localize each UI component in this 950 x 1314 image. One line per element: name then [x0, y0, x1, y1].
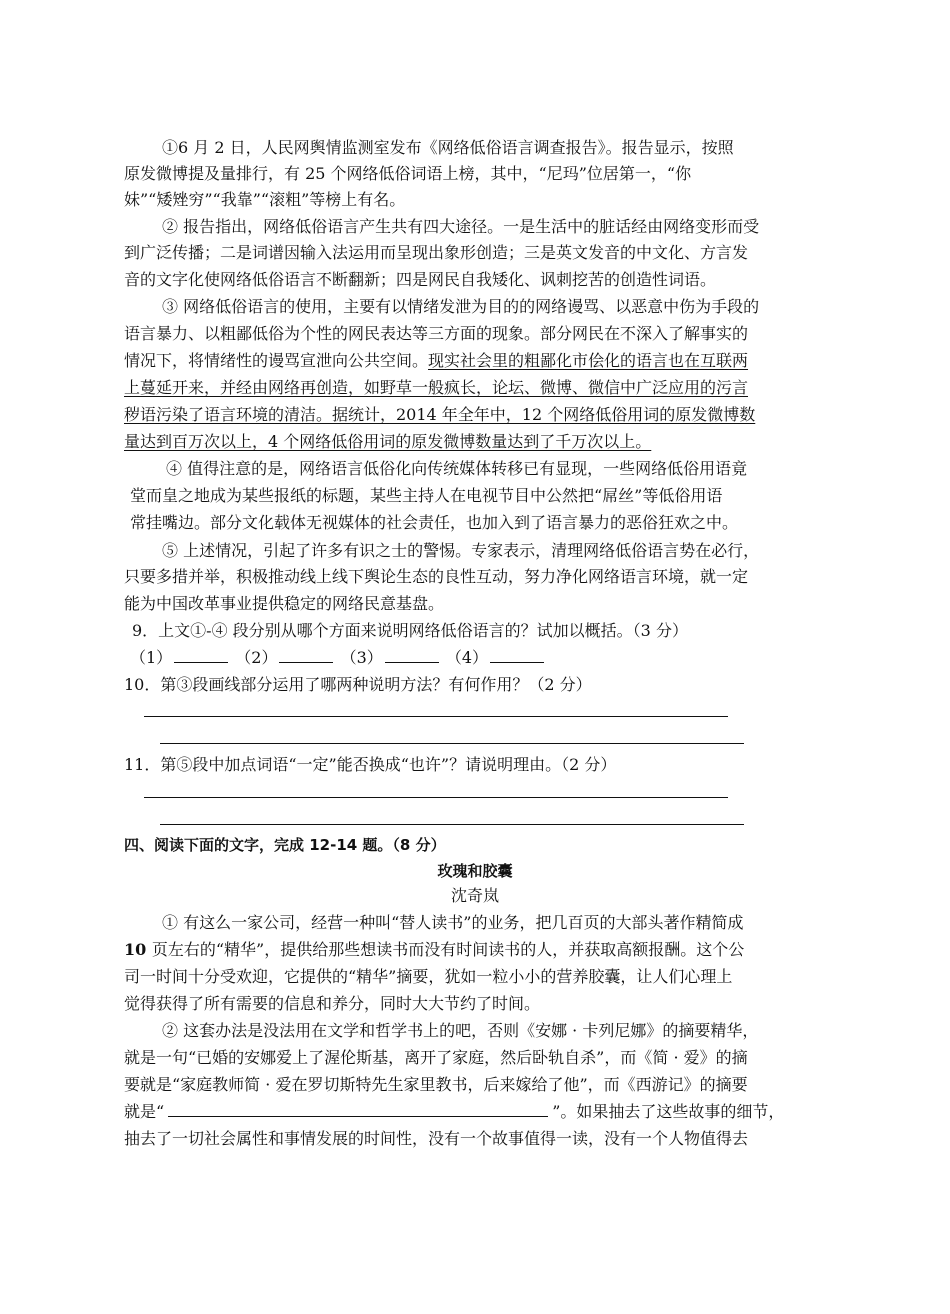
p4-line2: 堂而皇之地成为某些报纸的标题，某些主持人在电视节目中公然把“屌丝”等低俗用语	[130, 486, 723, 505]
s4-p1-line2-text: 页左右的“精华”，提供给那些想读书而没有时间读书的人，并获取高额报酬。这个公	[151, 940, 745, 959]
p2-line2: 到广泛传播；二是词谱因输入法运用而呈现出象形创造；三是英文发音的中文化、方言发	[124, 243, 749, 262]
q9-answer-blank-1[interactable]	[174, 648, 228, 663]
q11-answer-line-1[interactable]	[144, 797, 728, 798]
xiyouji-summary-blank[interactable]	[168, 1102, 548, 1117]
q9-answer-blank-4[interactable]	[490, 648, 544, 663]
p5-line1: ⑤ 上述情况，引起了许多有识之士的警惕。专家表示，清理网络低俗语言势在必行，	[162, 541, 760, 560]
article-title: 玫瑰和胶囊	[437, 862, 513, 880]
q11-answer-line-2[interactable]	[160, 824, 744, 825]
q9-blank-label-3: （3）	[340, 648, 383, 667]
s4-p2-line4-end: ”。如果抽去了这些故事的细节，	[552, 1102, 785, 1121]
p2-line1: ② 报告指出，网络低俗语言产生共有四大途径。一是生活中的脏话经由网络变形而受	[162, 217, 760, 236]
q9-blank-label-1: （1）	[130, 648, 173, 667]
article-author: 沈奇岚	[450, 886, 499, 905]
s4-p2-line5: 抽去了一切社会属性和事情发展的时间性，没有一个故事值得一读，没有一个人物值得去	[124, 1129, 749, 1148]
question-11: 11．第⑤段中加点词语“一定”能否换成“也许”？请说明理由。（2 分）	[124, 755, 617, 774]
q9-blank-label-2: （2）	[235, 648, 278, 667]
p4-line1: ④ 值得注意的是，网络语言低俗化向传统媒体转移已有显现，一些网络低俗用语竟	[166, 459, 748, 478]
s4-p2-line4-start: 就是“	[124, 1102, 165, 1121]
section-4-heading: 四、阅读下面的文字，完成 12-14 题。（8 分）	[124, 836, 446, 854]
s4-p2-line3: 要就是“家庭教师简 · 爱在罗切斯特先生家里教书，后来嫁给了他”，而《西游记》的摘要	[124, 1075, 748, 1094]
p3-line1: ③ 网络低俗语言的使用，主要有以情绪发泄为目的的网络谩骂、以恶意中伤为手段的	[162, 297, 760, 316]
s4-p2-line1: ② 这套办法是没法用在文学和哲学书上的吧，否则《安娜 · 卡列尼娜》的摘要精华，	[162, 1021, 759, 1040]
question-9: 9．上文①-④ 段分别从哪个方面来说明网络低俗语言的？试加以概括。（3 分）	[132, 621, 688, 640]
p4-line3: 常挂嘴边。部分文化载体无视媒体的社会责任，也加入到了语言暴力的恶俗狂欢之中。	[130, 513, 739, 532]
p5-line3: 能为中国改革事业提供稳定的网络民意基盘。	[124, 594, 445, 613]
p3-line3-plain: 情况下，将情绪性的谩骂宣泄向公共空间。	[124, 351, 429, 370]
question-10: 10．第③段画线部分运用了哪两种说明方法？有何作用？（2 分）	[124, 675, 592, 694]
s4-p2-line4	[124, 1102, 784, 1122]
q9-answer-blank-3[interactable]	[385, 648, 439, 663]
s4-p1-bold-number: 10	[124, 940, 152, 959]
s4-p1-line1: ① 有这么一家公司，经营一种叫“替人读书”的业务，把几百页的大部头著作精简成	[162, 913, 744, 932]
p3-underlined-line2: 上蔓延开来，并经由网络再创造，如野草一般疯长，论坛、微博、微信中广泛应用的污言	[124, 378, 749, 397]
q10-answer-line-2[interactable]	[160, 743, 744, 744]
p1-line3: 妹”“矮矬穷”“我靠”“滚粗”等榜上有名。	[124, 190, 406, 209]
p1-line2: 原发微博提及量排行，有 25 个网络低俗词语上榜，其中，“尼玛”位居第一，“你	[124, 164, 692, 183]
p5-line2: 只要多措并举，积极推动线上线下舆论生态的良性互动，努力净化网络语言环境，就一定	[124, 567, 749, 586]
p3-underlined-line4: 量达到百万次以上，4 个网络低俗用词的原发微博数量达到了千万次以上。	[124, 432, 652, 451]
s4-p1-line2	[124, 940, 744, 960]
p3-underlined-start: 现实社会里的粗鄙化市侩化的语言也在互联两	[428, 351, 749, 370]
q9-answer-blank-2[interactable]	[279, 648, 333, 663]
p3-underlined-line3: 秽语污染了语言环境的清洁。据统计，2014 年全年中，12 个网络低俗用词的原发微博数	[124, 405, 756, 424]
s4-p2-line2: 就是一句“已婚的安娜爱上了渥伦斯基，离开了家庭，然后卧轨自杀”，而《简 · 爱》的摘	[124, 1048, 748, 1067]
p3-line3	[124, 351, 748, 371]
q10-answer-line-1[interactable]	[144, 716, 728, 717]
q9-answer-blanks	[130, 648, 546, 668]
p3-line2: 语言暴力、以粗鄙低俗为个性的网民表达等三方面的现象。部分网民在不深入了解事实的	[124, 324, 749, 343]
s4-p1-line3: 司一时间十分受欢迎，它提供的“精华”摘要，犹如一粒小小的营养胶囊，让人们心理上	[124, 967, 733, 986]
p1-line1: ①6 月 2 日，人民网舆情监测室发布《网络低俗语言调查报告》。报告显示，按照	[162, 138, 734, 157]
p2-line3: 音的文字化使网络低俗语言不断翻新；四是网民自我矮化、讽刺挖苦的创造性词语。	[124, 270, 717, 289]
s4-p1-line4: 觉得获得了所有需要的信息和养分，同时大大节约了时间。	[124, 994, 541, 1013]
q9-blank-label-4: （4）	[445, 648, 489, 667]
